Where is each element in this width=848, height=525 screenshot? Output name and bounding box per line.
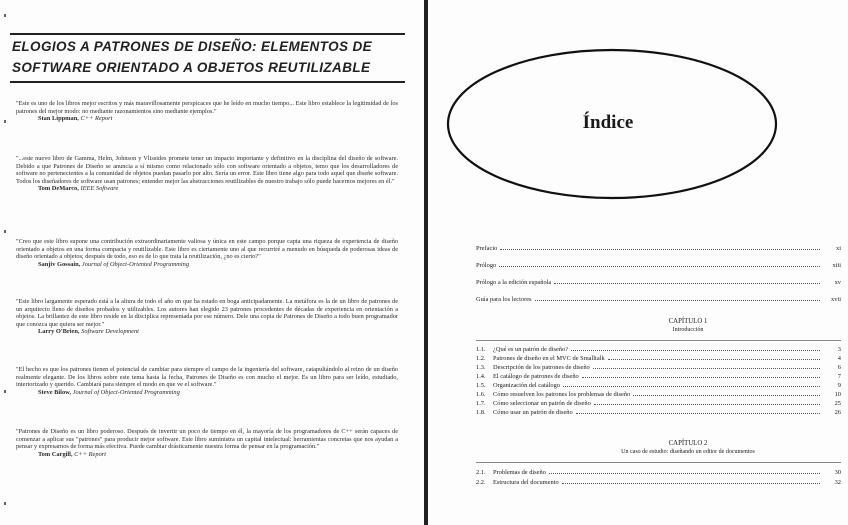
toc-entry-page: 10 — [834, 391, 841, 398]
toc-entry-number: 1.2. — [476, 355, 486, 362]
dot-leader — [500, 249, 820, 250]
toc-entry-page: 7 — [837, 373, 841, 380]
quote-text: "Este libro largamente esperado está a la altura de todo el año en que ha estado en boga anticipadamente. La metáfora es la de un libro de patrones de un arquitecto lleno de diseños probados y utilizables. Los autores han elegido 23 patrones procedentes de décadas de experiencia en orientación a objetos. La brillantez de este libro reside en la disciplica representada por ese número. Dele una copia de Patrones de Diseño a todo buen programador que conozca que quiera ser mejor." — [16, 298, 398, 328]
toc-entry[interactable] — [476, 242, 841, 252]
toc-entry-page: 30 — [834, 469, 841, 476]
quote-source: Journal of Object-Oriented Programming — [81, 260, 190, 268]
quote-text: "Patrones de Diseño es un libro poderoso. Después de invertir un poco de tiempo en él, la mayoría de los programadores de C++ serán capaces de comenzar a aplicar sus "patrones" para producir mejor software. Este libro suministra un capital intelectual: herramientas concretas que nos ayudan a pensar y expresarnos de forma más efectiva. Puede cambiar drásticamente nuestra forma de pensar en la programación." — [16, 428, 398, 451]
index-heading: Índice — [582, 112, 634, 133]
quote-attribution — [16, 261, 398, 269]
quote-block — [16, 366, 398, 397]
toc-entry-page: 25 — [834, 400, 841, 407]
toc-entry-label: Prefacio — [476, 245, 498, 252]
praise-title-line-1: ELOGIOS A PATRONES DE DISEÑO: ELEMENTOS DE — [12, 39, 373, 54]
toc-entry-number: 1.1. — [476, 346, 486, 353]
quote-source: Software Development — [81, 328, 139, 336]
quote-author: Stan Lippman, — [38, 115, 79, 123]
margin-speck — [4, 230, 6, 233]
quote-attribution — [16, 115, 398, 123]
chapter-heading — [538, 440, 838, 456]
quote-author: Steve Bilow, — [38, 388, 72, 396]
dot-leader — [582, 377, 820, 378]
toc-entry[interactable] — [476, 466, 841, 476]
title-rule-top — [10, 33, 405, 35]
dot-leader — [563, 386, 820, 387]
toc-entry-label: ¿Qué es un patrón de diseño? — [493, 346, 569, 353]
title-rule-bottom — [10, 81, 405, 83]
chapter-rule — [476, 462, 841, 463]
toc-entry-label: Prólogo — [476, 262, 497, 269]
quote-source: C++ Report — [80, 115, 113, 123]
chapter-number: CAPÍTULO 1 — [668, 318, 708, 325]
quote-text: "Creo que este libro supone una contribución extraordinariamente valiosa y única en este campo porque capta una riqueza de experiencia de diseño orientado a objetos en una forma compacta y reutilizable. Este libro es ciertamente uno al que recurriré a menudo en búsqueda de poderosas ideas de diseño orientado a objetos; después de todo, eso es de lo que trata la reutilización, ¿no es cierto?" — [16, 238, 398, 261]
toc-entry-page: 4 — [837, 355, 841, 362]
margin-speck — [4, 390, 6, 393]
toc-entry-page: xi — [836, 245, 841, 252]
toc-entry-number: 1.6. — [476, 391, 486, 398]
toc-entry-number: 1.4. — [476, 373, 486, 380]
quote-source: C++ Report — [74, 450, 107, 458]
toc-entry-number: 1.8. — [476, 409, 486, 416]
praise-title-block — [10, 33, 405, 83]
toc-entry-label: Descripción de los patrones de diseño — [493, 364, 590, 371]
quote-text: "...este nuevo libro de Gamma, Helm, Johnson y Vlissides promete tener un impacto importante y definitivo en la disciplina del diseño de software. Debido a que Patrones de Diseño se anuncia a sí mismo como relacionado sólo con software orientado a objetos, temo que los desarrolladores de software no pertenecientes a la comunidad de objetos puedan pasarlo por alto. Sería un error. Este libro tiene algo para todo aquel que diseñe software. Todos los diseñadores de software usan patrones; entender mejor las abstracciones reutilizables de nuestro trabajo sólo puede hacernos mejores en él." — [16, 155, 398, 185]
toc-entry-label: Organización del catálogo — [493, 382, 560, 389]
toc-entry-label: Prólogo a la edición española — [476, 279, 552, 286]
toc-entry-page: xiii — [832, 262, 841, 269]
toc-entry-page: 9 — [837, 382, 841, 389]
toc-entry-label: Cómo usar un patrón de diseño — [493, 409, 573, 416]
dot-leader — [554, 283, 820, 284]
margin-speck — [4, 120, 6, 123]
quote-attribution — [16, 328, 398, 336]
toc-entry-number: 1.7. — [476, 400, 486, 407]
toc-entry-label: Estructura del documento — [493, 479, 559, 486]
dot-leader — [608, 359, 820, 360]
dot-leader — [593, 368, 820, 369]
quote-attribution — [16, 185, 398, 193]
quote-author: Tom DeMarco, — [38, 185, 79, 193]
quote-block — [16, 298, 398, 336]
toc-entry-label: El catálogo de patrones de diseño — [493, 373, 579, 380]
quote-block — [16, 238, 398, 269]
toc-entry-number: 1.5. — [476, 382, 486, 389]
chapter-subtitle: Introducción — [672, 327, 704, 333]
dot-leader — [535, 300, 820, 301]
quote-source: Journal of Object-Oriented Programming — [72, 388, 180, 396]
chapter-rule — [476, 340, 841, 341]
toc-entry[interactable] — [476, 276, 841, 286]
quote-text: "Este es uno de los libros mejor escritos y más maravillosamente perspicaces que he leído en mucho tiempo... Este libro establece la legitimidad de los patrones del mejor modo: no mediante razonamientos sino mediante ejemplos." — [16, 100, 398, 115]
dot-leader — [594, 404, 820, 405]
quote-author: Sanjiv Gossain, — [38, 260, 81, 268]
dot-leader — [576, 413, 820, 414]
margin-speck — [4, 14, 6, 17]
chapter-heading — [588, 318, 788, 334]
toc-entry-page: 26 — [834, 409, 841, 416]
quote-attribution — [16, 451, 398, 459]
toc-entry-page: 3 — [837, 346, 841, 353]
quote-author: Larry O'Brien, — [38, 328, 80, 336]
toc-entry-number: 2.2. — [476, 479, 486, 486]
quote-block — [16, 100, 398, 123]
right-page — [428, 0, 848, 525]
toc-entry-page: 32 — [834, 479, 841, 486]
dot-leader — [499, 266, 820, 267]
toc-entry-label: Cómo resuelven los patrones los problemas de diseño — [493, 391, 631, 398]
margin-speck — [4, 502, 6, 505]
toc-entry[interactable] — [476, 406, 841, 416]
chapter-subtitle: Un caso de estudio: diseñando un editor de documentos — [621, 449, 755, 455]
toc-entry-label: Problemas de diseño — [493, 469, 546, 476]
praise-title-line-2: SOFTWARE ORIENTADO A OBJETOS REUTILIZABLE — [12, 60, 371, 75]
quote-block — [16, 155, 398, 193]
toc-entry-label: Patrones de diseño en el MVC de Smalltalk — [493, 355, 605, 362]
toc-entry-label: Guía para los lectores — [476, 296, 532, 303]
dot-leader — [562, 483, 820, 484]
toc-entry-page: 6 — [837, 364, 841, 371]
toc-entry[interactable] — [476, 259, 841, 269]
toc-entry-number: 1.3. — [476, 364, 486, 371]
chapter-number: CAPÍTULO 2 — [668, 440, 708, 447]
quote-author: Tom Cargill, — [38, 450, 73, 458]
toc-entry[interactable] — [476, 476, 841, 486]
dot-leader — [633, 395, 820, 396]
toc-entry-number: 2.1. — [476, 469, 486, 476]
dot-leader — [571, 350, 820, 351]
toc-entry[interactable] — [476, 293, 841, 303]
quote-source: IEEE Software — [80, 185, 119, 193]
toc-entry-label: Cómo seleccionar un patrón de diseño — [493, 400, 591, 407]
quote-attribution — [16, 389, 398, 397]
toc-entry-page: xvii — [831, 296, 841, 303]
toc-entry-page: xv — [834, 279, 841, 286]
quote-text: "El hecho es que los patrones tienen el potencial de cambiar para siempre el campo de la ingeniería del software, catapultándolo al reino de un diseño realmente elegante. De los libros sobre este tema hasta la fecha, Patrones de Diseño es con mucho el mejor. Es un libro para ser leído, estudiado, interiorizado y querido. Cambiará para siempre el modo en que ve el software." — [16, 366, 398, 389]
dot-leader — [549, 473, 820, 474]
quote-block — [16, 428, 398, 459]
